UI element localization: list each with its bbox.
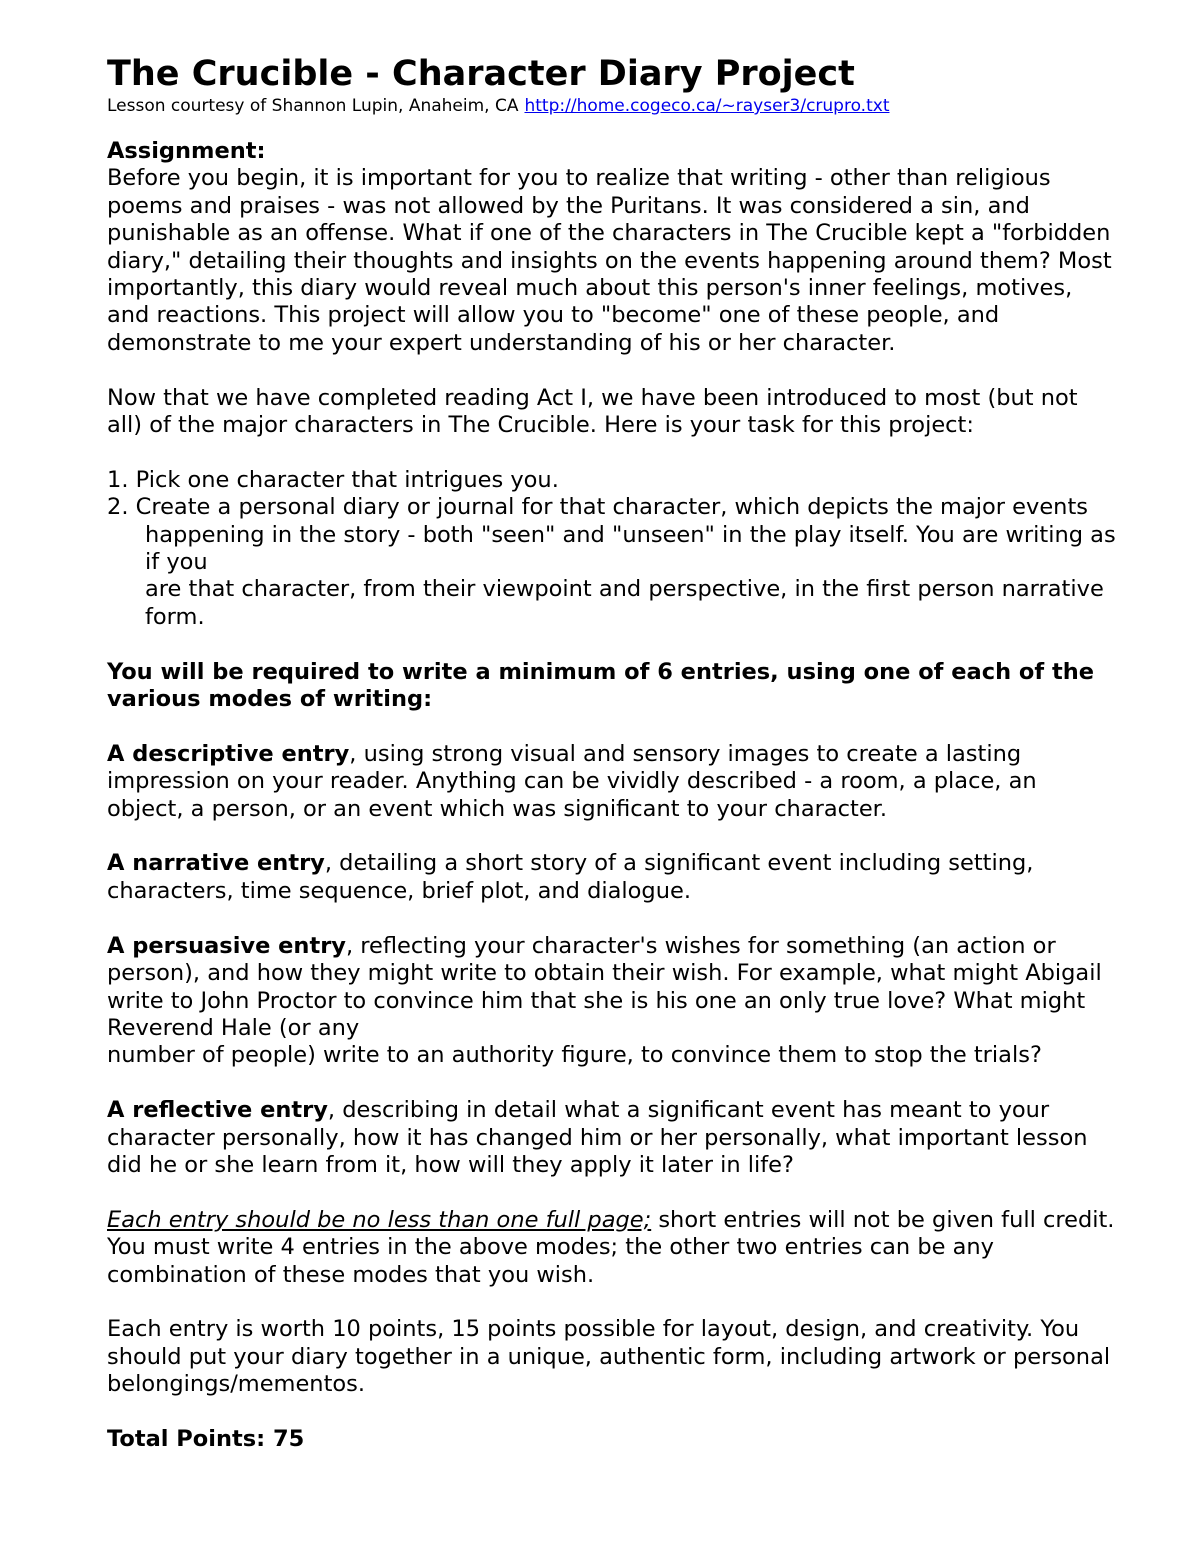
task-intro-paragraph: Now that we have completed reading Act I, we have been introduced to most (but not all) of the major characters in The Crucible. Here is your task for this project: — [107, 384, 1078, 439]
reflective-entry-paragraph — [107, 1097, 1117, 1179]
persuasive-text: , reflecting your character's wishes for something (an action or person), and how they might write to obtain their wish. For example, what might Abigail write to John Proctor to convince him that she is his one an only true love? What might Reverend Hale (or any — [107, 932, 1102, 1041]
reflective-text: , describing in detail what a significant event has meant to your character personally, how it has changed him or her personally, what important lesson did he or she learn from it, how will they apply it later in life? — [107, 1097, 1088, 1178]
credit-line — [107, 96, 1117, 116]
persuasive-label: A persuasive entry — [107, 932, 346, 959]
credit-text: Lesson courtesy of Shannon Lupin, Anaheim, CA — [107, 96, 519, 116]
points-paragraph: Each entry is worth 10 points, 15 points possible for layout, design, and creativity. You should put your diary together in a unique, authentic form, including artwork or personal belongings/mementos. — [107, 1316, 1111, 1398]
length-rule-text: short entries will not be given full credit. You must write 4 entries in the above modes; the other two entries can be any combination of these modes that you wish. — [107, 1206, 1115, 1288]
descriptive-entry-paragraph — [107, 741, 1117, 823]
length-rule-paragraph — [107, 1207, 1117, 1289]
descriptive-text: , using strong visual and sensory images to create a lasting impression on your reader. Anything can be vividly described - a room, a place, an object, a person, or an event which was significant to your character. — [107, 740, 1037, 822]
persuasive-entry-paragraph — [107, 933, 1117, 1070]
narrative-entry-paragraph — [107, 850, 1117, 905]
source-link[interactable]: http://home.cogeco.ca/~rayser3/crupro.txt — [524, 96, 890, 116]
total-points: Total Points: 75 — [107, 1425, 305, 1452]
descriptive-label: A descriptive entry — [107, 740, 350, 767]
intro-paragraph: Before you begin, it is important for you to realize that writing - other than religious poems and praises - was not allowed by the Puritans. It was considered a sin, and punishable as an offense. What if one of the characters in The Crucible kept a "forbidden diary," detailing their thoughts and insights on the events happening around them? Most importantly, this diary would reveal much about this person's inner feelings, motives, and reactions. This project will allow you to "become" one of these people, and demonstrate to me your expert understanding of his or her character. — [107, 165, 1112, 356]
assignment-heading: Assignment: — [107, 138, 266, 164]
step-1: 1. Pick one character that intrigues you. — [107, 466, 559, 493]
step-2-line-2: happening in the story - both "seen" and "unseen" in the play itself. You are writing as if you — [145, 521, 1116, 576]
length-rule-emphasis: Each entry should be no less than one full page; — [107, 1206, 652, 1233]
reflective-label: A reflective entry — [107, 1097, 328, 1124]
steps-list — [107, 467, 1117, 631]
narrative-label: A narrative entry — [107, 850, 325, 877]
document-page — [107, 52, 1117, 1453]
persuasive-text-line-2: number of people) write to an authority figure, to convince them to stop the trials? — [107, 1042, 1042, 1069]
step-2-line-3: are that character, from their viewpoint and perspective, in the first person narrative form. — [145, 576, 1104, 630]
step-2-line-1: 2. Create a personal diary or journal for that character, which depicts the major events — [107, 494, 1088, 521]
requirement-paragraph: You will be required to write a minimum of 6 entries, using one of each of the various modes of writing: — [107, 658, 1095, 713]
narrative-text: , detailing a short story of a significant event including setting, characters, time sequence, brief plot, and dialogue. — [107, 850, 1034, 904]
page-title: The Crucible - Character Diary Project — [107, 54, 855, 94]
